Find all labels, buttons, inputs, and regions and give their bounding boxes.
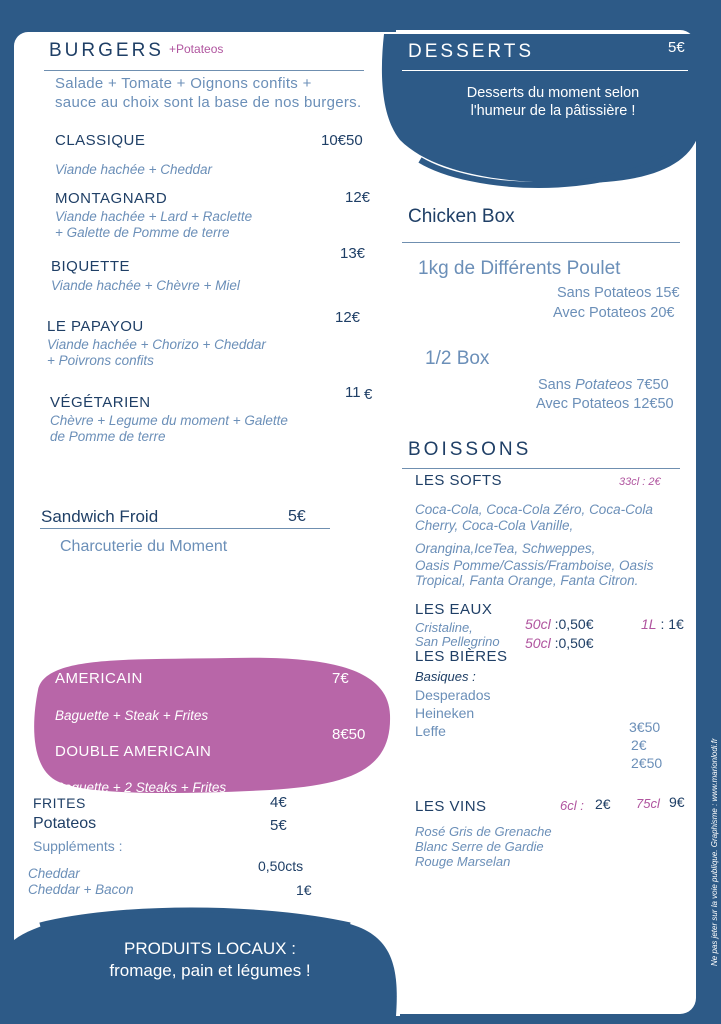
vin-3: Rouge Marselan xyxy=(415,854,511,869)
burger-vegetarien-price: 11 xyxy=(345,384,361,401)
double-americain-name: DOUBLE AMERICAIN xyxy=(55,743,212,760)
eaux-item-1: Cristaline, xyxy=(415,620,473,635)
frites-name: FRITES xyxy=(33,795,86,811)
softs-line-3: Orangina,IceTea, Schweppes, xyxy=(415,541,596,556)
burger-papayou-price: 12€ xyxy=(335,309,361,326)
chicken-title: Chicken Box xyxy=(408,206,515,227)
boissons-title: BOISSONS xyxy=(408,439,532,460)
burger-vegetarien-name: VÉGÉTARIEN xyxy=(50,394,151,411)
americain-desc: Baguette + Steak + Frites xyxy=(55,708,209,723)
eaux-item-2: San Pellegrino xyxy=(415,634,500,649)
chicken-box2-sans-b: Potateos xyxy=(575,377,633,393)
burgers-title: BURGERS xyxy=(49,40,164,61)
double-americain-price: 8€50 xyxy=(332,726,366,743)
softs-price: 33cl : 2€ xyxy=(619,476,661,488)
burgers-rule xyxy=(44,70,364,71)
sandwich-rule xyxy=(40,528,330,529)
softs-label: LES SOFTS xyxy=(415,472,503,489)
eaux-p-2: : 1€ xyxy=(656,616,684,632)
potateos-price: 5€ xyxy=(270,817,287,834)
biere-price-1: 3€50 xyxy=(629,719,661,735)
chicken-rule xyxy=(402,242,680,243)
bieres-basiques: Basiques : xyxy=(415,669,476,684)
burger-classique-desc: Viande hachée + Cheddar xyxy=(55,162,213,177)
vins-price-1: 2€ xyxy=(595,796,611,812)
vins-vol-1: 6cl : xyxy=(560,798,584,813)
supplement-price-2: 1€ xyxy=(296,882,312,898)
eaux-p-3: :0,50€ xyxy=(550,635,594,651)
local-line-1: PRODUITS LOCAUX : xyxy=(124,939,296,958)
sandwich-desc: Charcuterie du Moment xyxy=(60,538,228,555)
burger-papayou-name: LE PAPAYOU xyxy=(47,318,144,335)
vin-2: Blanc Serre de Gardie xyxy=(415,839,544,854)
eaux-vol-2: 1L xyxy=(641,616,657,632)
desserts-rule xyxy=(402,70,688,71)
chicken-box2-sans-a: Sans xyxy=(538,377,576,393)
biere-price-3: 2€50 xyxy=(631,755,663,771)
burger-biquette-name: BIQUETTE xyxy=(51,258,131,275)
softs-line-5: Tropical, Fanta Orange, Fanta Citron. xyxy=(415,573,639,588)
frites-price: 4€ xyxy=(270,794,287,811)
desserts-line-2: l'humeur de la pâtissière ! xyxy=(470,103,636,119)
burger-classique-name: CLASSIQUE xyxy=(55,132,146,149)
burgers-intro-2: sauce au choix sont la base de nos burgers. xyxy=(55,94,362,111)
eaux-price-1 xyxy=(525,616,594,632)
biere-1: Desperados xyxy=(415,687,491,703)
vins-vol-2: 75cl xyxy=(636,796,660,811)
burger-montagnard-price: 12€ xyxy=(345,189,371,206)
biere-3: Leffe xyxy=(415,723,446,739)
burger-vegetarien-price-unit: € xyxy=(364,386,373,403)
burger-classique-price: 10€50 xyxy=(321,132,363,149)
chicken-box2-title: 1/2 Box xyxy=(425,348,490,369)
eaux-price-2 xyxy=(641,616,684,632)
burgers-subtitle: +Potateos xyxy=(169,42,224,56)
supplement-cheddar: Cheddar xyxy=(28,866,80,881)
eaux-price-3 xyxy=(525,635,594,651)
softs-line-4: Oasis Pomme/Cassis/Framboise, Oasis xyxy=(415,558,654,573)
boissons-rule xyxy=(402,468,680,469)
burger-montagnard-desc-2: + Galette de Pomme de terre xyxy=(55,225,230,240)
side-note: Ne pas jeter sur la voie publique. Graphisme : www.marionlodi.fr xyxy=(710,738,719,966)
burger-biquette-desc: Viande hachée + Chèvre + Miel xyxy=(51,278,240,293)
supplement-cheddar-bacon: Cheddar + Bacon xyxy=(28,882,134,897)
chicken-box1-title: 1kg de Différents Poulet xyxy=(418,258,621,279)
burger-papayou-desc-1: Viande hachée + Chorizo + Cheddar xyxy=(47,337,266,352)
softs-line-2: Cherry, Coca-Cola Vanille, xyxy=(415,518,574,533)
vins-price-2: 9€ xyxy=(669,794,685,810)
chicken-box2-avec: Avec Potateos 12€50 xyxy=(536,396,674,412)
desserts-line-1: Desserts du moment selon xyxy=(466,85,640,101)
vins-label: LES VINS xyxy=(415,798,487,815)
potateos-name: Potateos xyxy=(33,815,97,832)
eaux-label: LES EAUX xyxy=(415,601,493,618)
sandwich-price: 5€ xyxy=(288,508,306,525)
americain-price: 7€ xyxy=(332,670,349,687)
double-americain-desc: Baguette + 2 Steaks + Frites xyxy=(55,780,227,795)
biere-price-2: 2€ xyxy=(631,737,647,753)
chicken-box1-sans: Sans Potateos 15€ xyxy=(557,285,680,301)
burger-montagnard-name: MONTAGNARD xyxy=(55,190,168,207)
burger-vegetarien-desc-1: Chèvre + Legume du moment + Galette xyxy=(50,413,288,428)
chicken-box2-sans xyxy=(538,377,669,393)
supplements-label: Suppléments : xyxy=(33,838,123,854)
chicken-box1-avec: Avec Potateos 20€ xyxy=(553,305,675,321)
desserts-title: DESSERTS xyxy=(408,41,535,62)
softs-line-1: Coca-Cola, Coca-Cola Zéro, Coca-Cola xyxy=(415,502,653,517)
burger-montagnard-desc-1: Viande hachée + Lard + Raclette xyxy=(55,209,253,224)
local-line-2: fromage, pain et légumes ! xyxy=(109,961,311,980)
eaux-vol-1: 50cl xyxy=(525,616,551,632)
burgers-intro-1: Salade + Tomate + Oignons confits + xyxy=(55,75,312,92)
desserts-price: 5€ xyxy=(668,39,685,56)
eaux-p-1: :0,50€ xyxy=(550,616,594,632)
chicken-box2-sans-c: 7€50 xyxy=(632,377,669,393)
sandwich-title: Sandwich Froid xyxy=(41,507,159,526)
burger-vegetarien-desc-2: de Pomme de terre xyxy=(50,429,166,444)
biere-2: Heineken xyxy=(415,705,475,721)
bieres-label: LES BIÈRES xyxy=(415,648,508,665)
vin-1: Rosé Gris de Grenache xyxy=(415,824,552,839)
burger-biquette-price: 13€ xyxy=(340,245,366,262)
eaux-vol-3: 50cl xyxy=(525,635,551,651)
burger-papayou-desc-2: + Poivrons confits xyxy=(47,353,154,368)
americain-name: AMERICAIN xyxy=(55,670,143,687)
supplement-price-1: 0,50cts xyxy=(258,858,304,874)
